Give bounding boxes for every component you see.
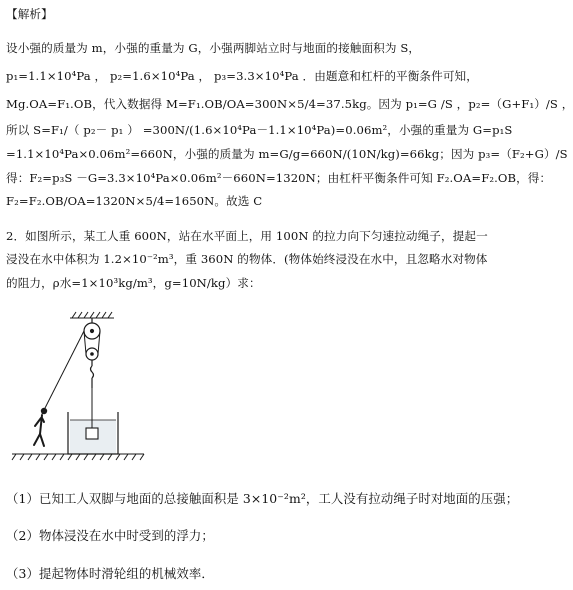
problem-line: 2．如图所示，某工人重 600N，站在水平面上，用 100N 的拉力向下匀速拉动绳子，提起一 bbox=[6, 229, 488, 243]
problem-line: 的阻力，ρ水=1×10³kg/m³，g=10N/kg）求： bbox=[6, 276, 261, 290]
analysis-line: Mg.OA=F₁.OB，代入数据得 M=F₁.OB/OA=300N×5/4=37.5kg。因为 p₁=G /S ，p₂=（G+F₁）/S ， bbox=[6, 97, 573, 111]
analysis-line: 所以 S=F₁/（ p₂－ p₁ ） =300N/(1.6×10⁴Pa－1.1×10⁴Pa)=0.06m²，小强的重量为 G=p₁S bbox=[6, 123, 513, 137]
analysis-line: 得：F₂=p₃S －G=3.3×10⁴Pa×0.06m²－660N=1320N；由杠杆平衡条件可知 F₂.OA=F₂.OB，得： bbox=[6, 171, 552, 185]
rope bbox=[42, 331, 100, 414]
question-1: （1）已知工人双脚与地面的总接触面积是 3×10⁻²m²，工人没有拉动绳子时对地面的压强； bbox=[6, 491, 519, 506]
submerged-object bbox=[86, 388, 98, 439]
analysis-line: =1.1×10⁴Pa×0.06m²=660N，小强的质量为 m=G/g=660N/(10N/kg)=66kg；因为 p₃=（F₂+G）/S bbox=[6, 147, 568, 161]
ground bbox=[12, 454, 144, 460]
fixed-pulley bbox=[84, 318, 100, 339]
problem-line: 浸没在水中体积为 1.2×10⁻²m³，重 360N 的物体．(物体始终浸没在水中，且忽略水对物体 bbox=[6, 252, 488, 266]
analysis-line: 设小强的质量为 m，小强的重量为 G，小强两脚站立时与地面的接触面积为 S， bbox=[6, 41, 421, 55]
analysis-line: p₁=1.1×10⁴Pa ， p₂=1.6×10⁴Pa ， p₃=3.3×10⁴Pa ．由题意和杠杆的平衡条件可知， bbox=[6, 69, 478, 83]
analysis-line: F₂=F₂.OB/OA=1320N×5/4=1650N。故选 C bbox=[6, 194, 263, 208]
ceiling bbox=[70, 312, 114, 318]
pulley-diagram bbox=[8, 308, 148, 468]
worker-figure bbox=[34, 408, 47, 446]
analysis-heading: 【解析】 bbox=[6, 7, 53, 21]
question-2: （2）物体浸没在水中时受到的浮力； bbox=[6, 528, 214, 543]
question-3: （3）提起物体时滑轮组的机械效率． bbox=[6, 566, 214, 581]
movable-pulley bbox=[86, 348, 98, 388]
